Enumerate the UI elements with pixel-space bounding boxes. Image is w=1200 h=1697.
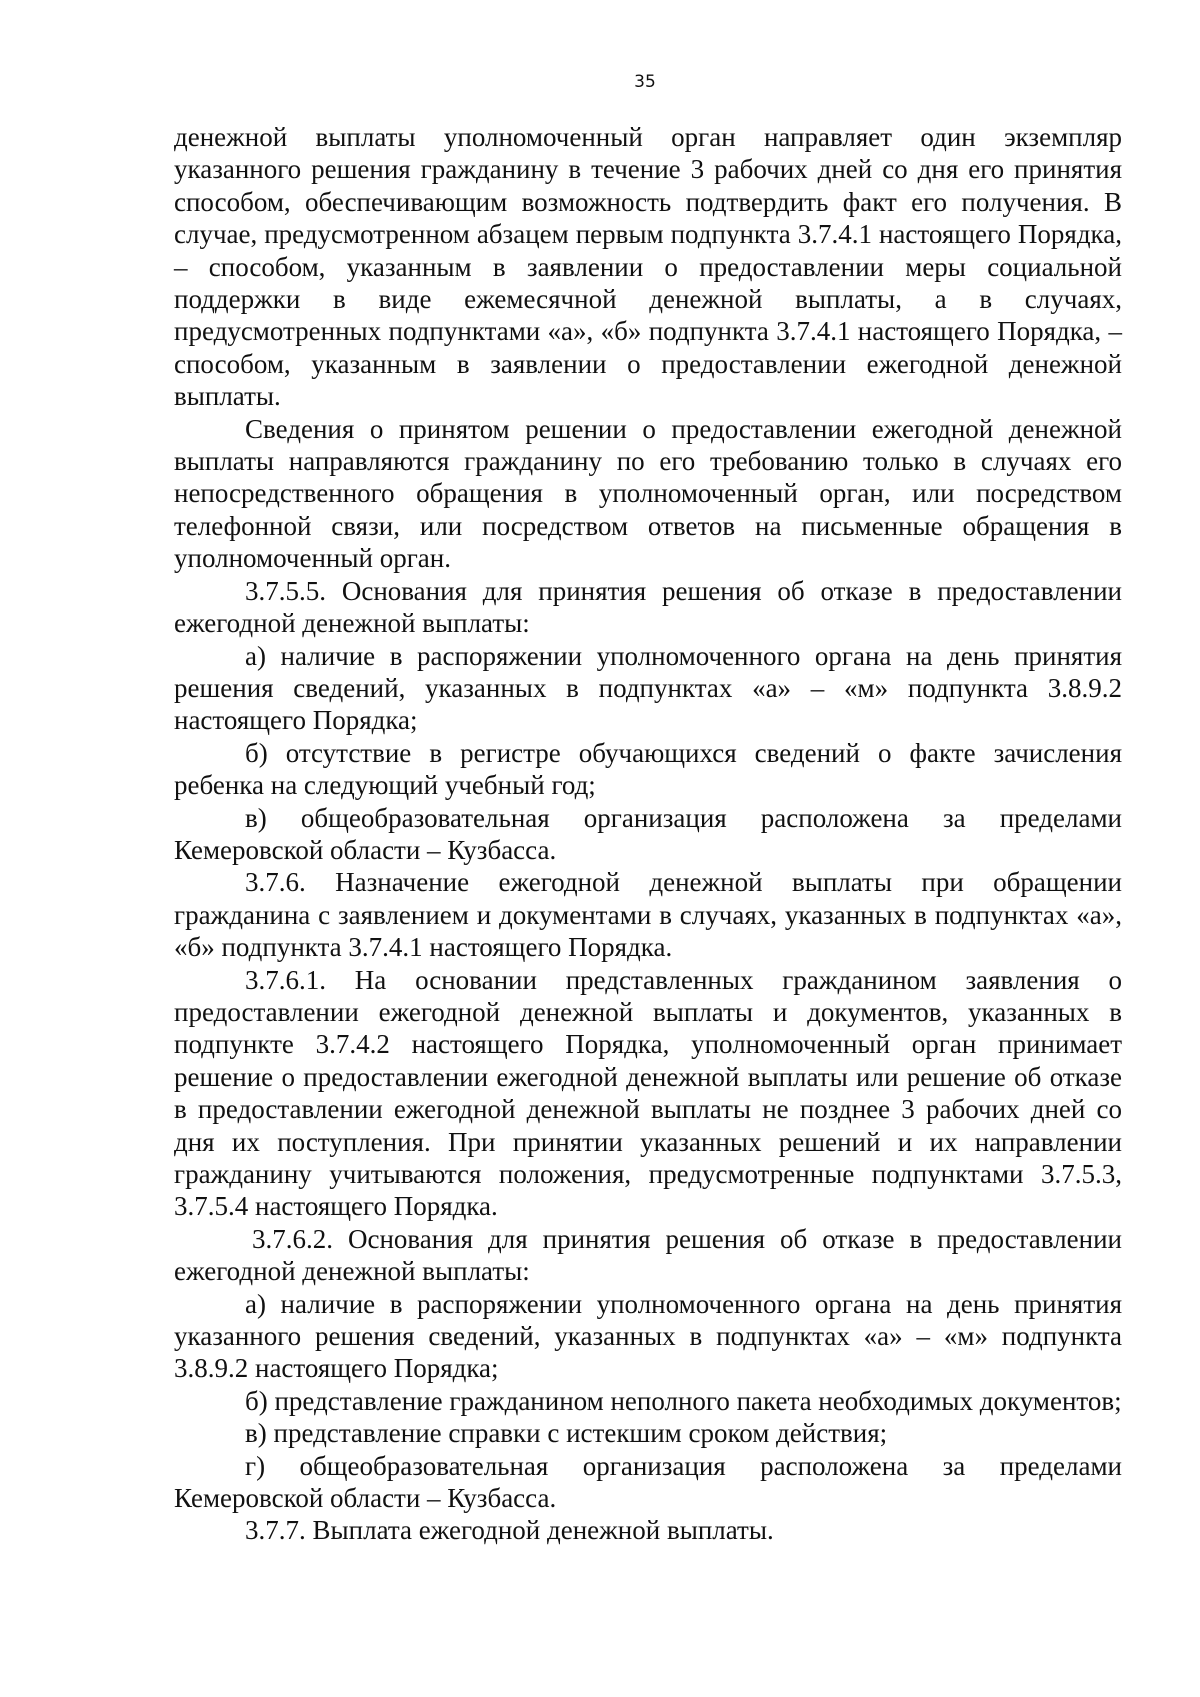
paragraph: 3.7.6.1. На основании представленных гражданином заявления о предоставлении ежегодной денежной выплаты и документов, указанных в подпункте 3.7.4.2 настоящего Порядка, уполномоченный орган принимает решение о предоставлении ежегодной денежной выплаты или решение об отказе в предоставлении ежегодной денежной выплаты не позднее 3 рабочих дней со дня их поступления. При принятии указанных решений и их направлении гражданину учитываются положения, предусмотренные подпунктами 3.7.5.3, 3.7.5.4 настоящего Порядка. <box>174 964 1122 1222</box>
list-item: в) общеобразовательная организация расположена за пределами Кемеровской области – Кузбасса. <box>174 802 1122 865</box>
paragraph: Сведения о принятом решении о предоставлении ежегодной денежной выплаты направляются гражданину по его требованию только в случаях его непосредственного обращения в уполномоченный орган, или посредством телефонной связи, или посредством ответов на письменные обращения в уполномоченный орган. <box>174 413 1122 574</box>
paragraph-continuation: денежной выплаты уполномоченный орган направляет один экземпляр указанного решения гражданину в течение 3 рабочих дней со дня его принятия способом, обеспечивающим возможность подтвердить факт его получения. В случае, предусмотренном абзацем первым подпункта 3.7.4.1 настоящего Порядка, – способом, указанным в заявлении о предоставлении меры социальной поддержки в виде ежемесячной денежной выплаты, а в случаях, предусмотренных подпунктами «а», «б» подпункта 3.7.4.1 настоящего Порядка, – способом, указанным в заявлении о предоставлении ежегодной денежной выплаты. <box>174 122 1122 412</box>
list-item: б) отсутствие в регистре обучающихся сведений о факте зачисления ребенка на следующий учебный год; <box>174 737 1122 801</box>
list-item: г) общеобразовательная организация расположена за пределами Кемеровской области – Кузбасса. <box>174 1450 1122 1514</box>
paragraph: 3.7.5.5. Основания для принятия решения об отказе в предоставлении ежегодной денежной выплаты: <box>174 575 1122 639</box>
paragraph: 3.7.6.2. Основания для принятия решения об отказе в предоставлении ежегодной денежной выплаты: <box>174 1223 1122 1287</box>
paragraph: 3.7.6. Назначение ежегодной денежной выплаты при обращении гражданина с заявлением и документами в случаях, указанных в подпунктах «а», «б» подпункта 3.7.4.1 настоящего Порядка. <box>174 867 1122 963</box>
list-item: а) наличие в распоряжении уполномоченного органа на день принятия указанного решения сведений, указанных в подпунктах «а» – «м» подпункта 3.8.9.2 настоящего Порядка; <box>174 1288 1122 1384</box>
list-item: б) представление гражданином неполного пакета необходимых документов; <box>245 1385 1122 1416</box>
list-item: а) наличие в распоряжении уполномоченного органа на день принятия решения сведений, указанных в подпунктах «а» – «м» подпункта 3.8.9.2 настоящего Порядка; <box>174 640 1122 736</box>
page-number: 35 <box>634 72 656 92</box>
document-body <box>174 121 1122 1547</box>
list-item: в) представление справки с истекшим сроком действия; <box>245 1418 888 1449</box>
paragraph: 3.7.7. Выплата ежегодной денежной выплаты. <box>245 1515 774 1546</box>
